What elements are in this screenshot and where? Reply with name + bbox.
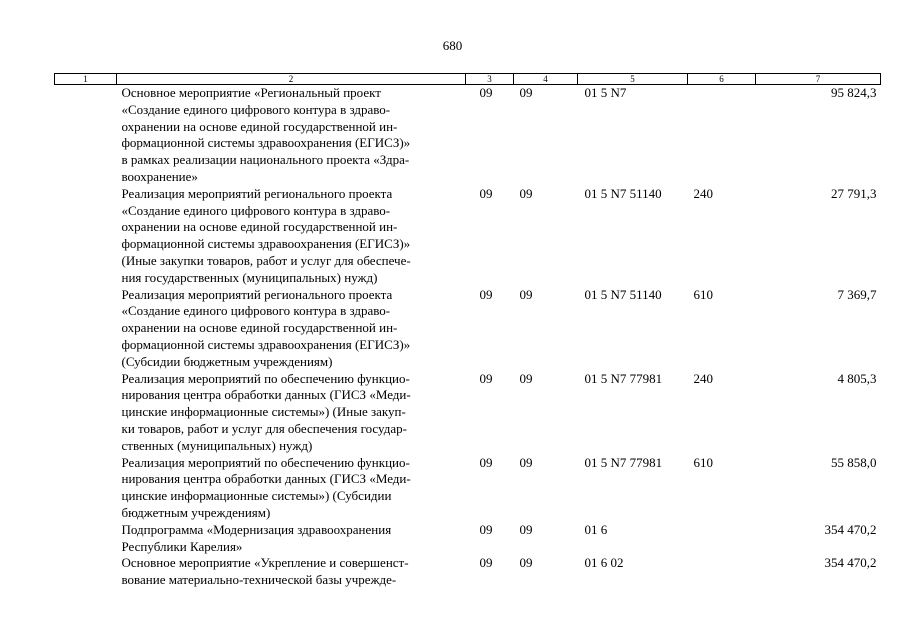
- cell-target-article: 01 5 N7 51140: [584, 286, 662, 302]
- cell-name-line: охранении на основе единой государственной ин-: [121, 320, 398, 336]
- cell-expense-type: 610: [693, 286, 713, 302]
- cell-name-line: формационной системы здравоохранения (ЕГИСЗ)»: [121, 135, 411, 151]
- page-number: 680: [442, 38, 463, 53]
- cell-name: [117, 85, 466, 186]
- cell-name-line: ственных (муниципальных) нужд): [121, 437, 313, 453]
- header-col-7: 7: [756, 74, 881, 85]
- cell-amount: 7 369,7: [837, 286, 877, 302]
- cell-col-1: [55, 287, 117, 371]
- cell-name-line: Реализация мероприятий по обеспечению функцио-: [121, 370, 410, 386]
- cell-name: [117, 522, 466, 556]
- cell-section: 09: [479, 370, 493, 386]
- cell-name-line: формационной системы здравоохранения (ЕГИСЗ)»: [121, 236, 411, 252]
- table-row: [55, 455, 881, 522]
- cell-name: [117, 555, 466, 589]
- cell-name-line: Республики Карелия»: [121, 538, 243, 554]
- header-col-2: 2: [117, 74, 466, 85]
- cell-name-line: нирования центра обработки данных (ГИСЗ «Меди-: [121, 387, 411, 403]
- table-row: [55, 85, 881, 186]
- cell-expense-type: 240: [693, 185, 713, 201]
- cell-name-line: цинские информационные системы») (Субсидии: [121, 488, 392, 504]
- budget-table: [54, 73, 881, 589]
- cell-amount: 354 470,2: [824, 555, 877, 571]
- cell-amount: 4 805,3: [837, 370, 877, 386]
- cell-target-article: 01 6 02: [584, 555, 624, 571]
- header-col-6: 6: [688, 74, 756, 85]
- table-row: [55, 287, 881, 371]
- cell-amount: 354 470,2: [824, 521, 877, 537]
- header-col-5: 5: [578, 74, 688, 85]
- cell-name-line: бюджетным учреждениям): [121, 504, 271, 520]
- cell-col-1: [55, 555, 117, 589]
- cell-subsection: 09: [519, 370, 533, 386]
- cell-name-line: Основное мероприятие «Укрепление и совершенст-: [121, 555, 409, 571]
- cell-name-line: воохранение»: [121, 168, 198, 184]
- cell-subsection: 09: [519, 555, 533, 571]
- table-row: [55, 522, 881, 556]
- cell-name-line: Реализация мероприятий регионального проекта: [121, 286, 393, 302]
- cell-subsection: 09: [519, 286, 533, 302]
- cell-name-line: Подпрограмма «Модернизация здравоохранения: [121, 521, 392, 537]
- cell-section: 09: [479, 85, 493, 100]
- cell-name: [117, 186, 466, 287]
- cell-target-article: 01 5 N7: [584, 85, 627, 100]
- cell-expense-type: [688, 555, 756, 589]
- cell-col-1: [55, 186, 117, 287]
- cell-amount: 27 791,3: [831, 185, 877, 201]
- cell-col-1: [55, 455, 117, 522]
- cell-name-line: «Создание единого цифрового контура в здраво-: [121, 101, 391, 117]
- table-body: [55, 85, 881, 589]
- cell-col-1: [55, 522, 117, 556]
- header-col-4: 4: [514, 74, 578, 85]
- header-col-3: 3: [466, 74, 514, 85]
- table-row: [55, 555, 881, 589]
- table-row: [55, 186, 881, 287]
- cell-section: 09: [479, 286, 493, 302]
- cell-target-article: 01 5 N7 77981: [584, 370, 663, 386]
- cell-name-line: ния государственных (муниципальных) нужд): [121, 269, 378, 285]
- cell-name-line: Основное мероприятие «Региональный проект: [121, 85, 381, 100]
- cell-target-article: 01 5 N7 77981: [584, 454, 663, 470]
- cell-name-line: охранении на основе единой государственной ин-: [121, 118, 398, 134]
- header-col-1: 1: [55, 74, 117, 85]
- table-row: [55, 371, 881, 455]
- cell-name-line: охранении на основе единой государственной ин-: [121, 219, 398, 235]
- cell-col-1: [55, 85, 117, 186]
- header-row: [55, 74, 881, 85]
- cell-name: [117, 371, 466, 455]
- cell-name-line: (Иные закупки товаров, работ и услуг для обеспече-: [121, 252, 411, 268]
- cell-section: 09: [479, 454, 493, 470]
- cell-name-line: «Создание единого цифрового контура в здраво-: [121, 303, 391, 319]
- cell-name-line: вование материально-технической базы учрежде-: [121, 572, 397, 588]
- cell-name: [117, 455, 466, 522]
- cell-name: [117, 287, 466, 371]
- cell-target-article: 01 5 N7 51140: [584, 185, 662, 201]
- cell-col-1: [55, 371, 117, 455]
- cell-section: 09: [479, 185, 493, 201]
- cell-subsection: 09: [519, 85, 533, 100]
- cell-section: 09: [479, 521, 493, 537]
- cell-expense-type: 610: [693, 454, 713, 470]
- cell-target-article: 01 6: [584, 521, 608, 537]
- cell-name-line: цинские информационные системы») (Иные закуп-: [121, 404, 406, 420]
- cell-expense-type: 240: [693, 370, 713, 386]
- cell-subsection: 09: [519, 454, 533, 470]
- cell-expense-type: [688, 85, 756, 186]
- cell-section: 09: [479, 555, 493, 571]
- cell-name-line: Реализация мероприятий по обеспечению функцио-: [121, 454, 410, 470]
- cell-name-line: «Создание единого цифрового контура в здраво-: [121, 202, 391, 218]
- cell-name-line: нирования центра обработки данных (ГИСЗ «Меди-: [121, 471, 411, 487]
- cell-amount: 55 858,0: [831, 454, 877, 470]
- cell-name-line: в рамках реализации национального проекта «Здра-: [121, 152, 410, 168]
- cell-expense-type: [688, 522, 756, 556]
- cell-amount: 95 824,3: [831, 85, 877, 100]
- cell-name-line: формационной системы здравоохранения (ЕГИСЗ)»: [121, 336, 411, 352]
- cell-name-line: (Субсидии бюджетным учреждениям): [121, 353, 333, 369]
- cell-name-line: Реализация мероприятий регионального проекта: [121, 185, 393, 201]
- cell-name-line: ки товаров, работ и услуг для обеспечения государ-: [121, 420, 407, 436]
- cell-subsection: 09: [519, 521, 533, 537]
- cell-subsection: 09: [519, 185, 533, 201]
